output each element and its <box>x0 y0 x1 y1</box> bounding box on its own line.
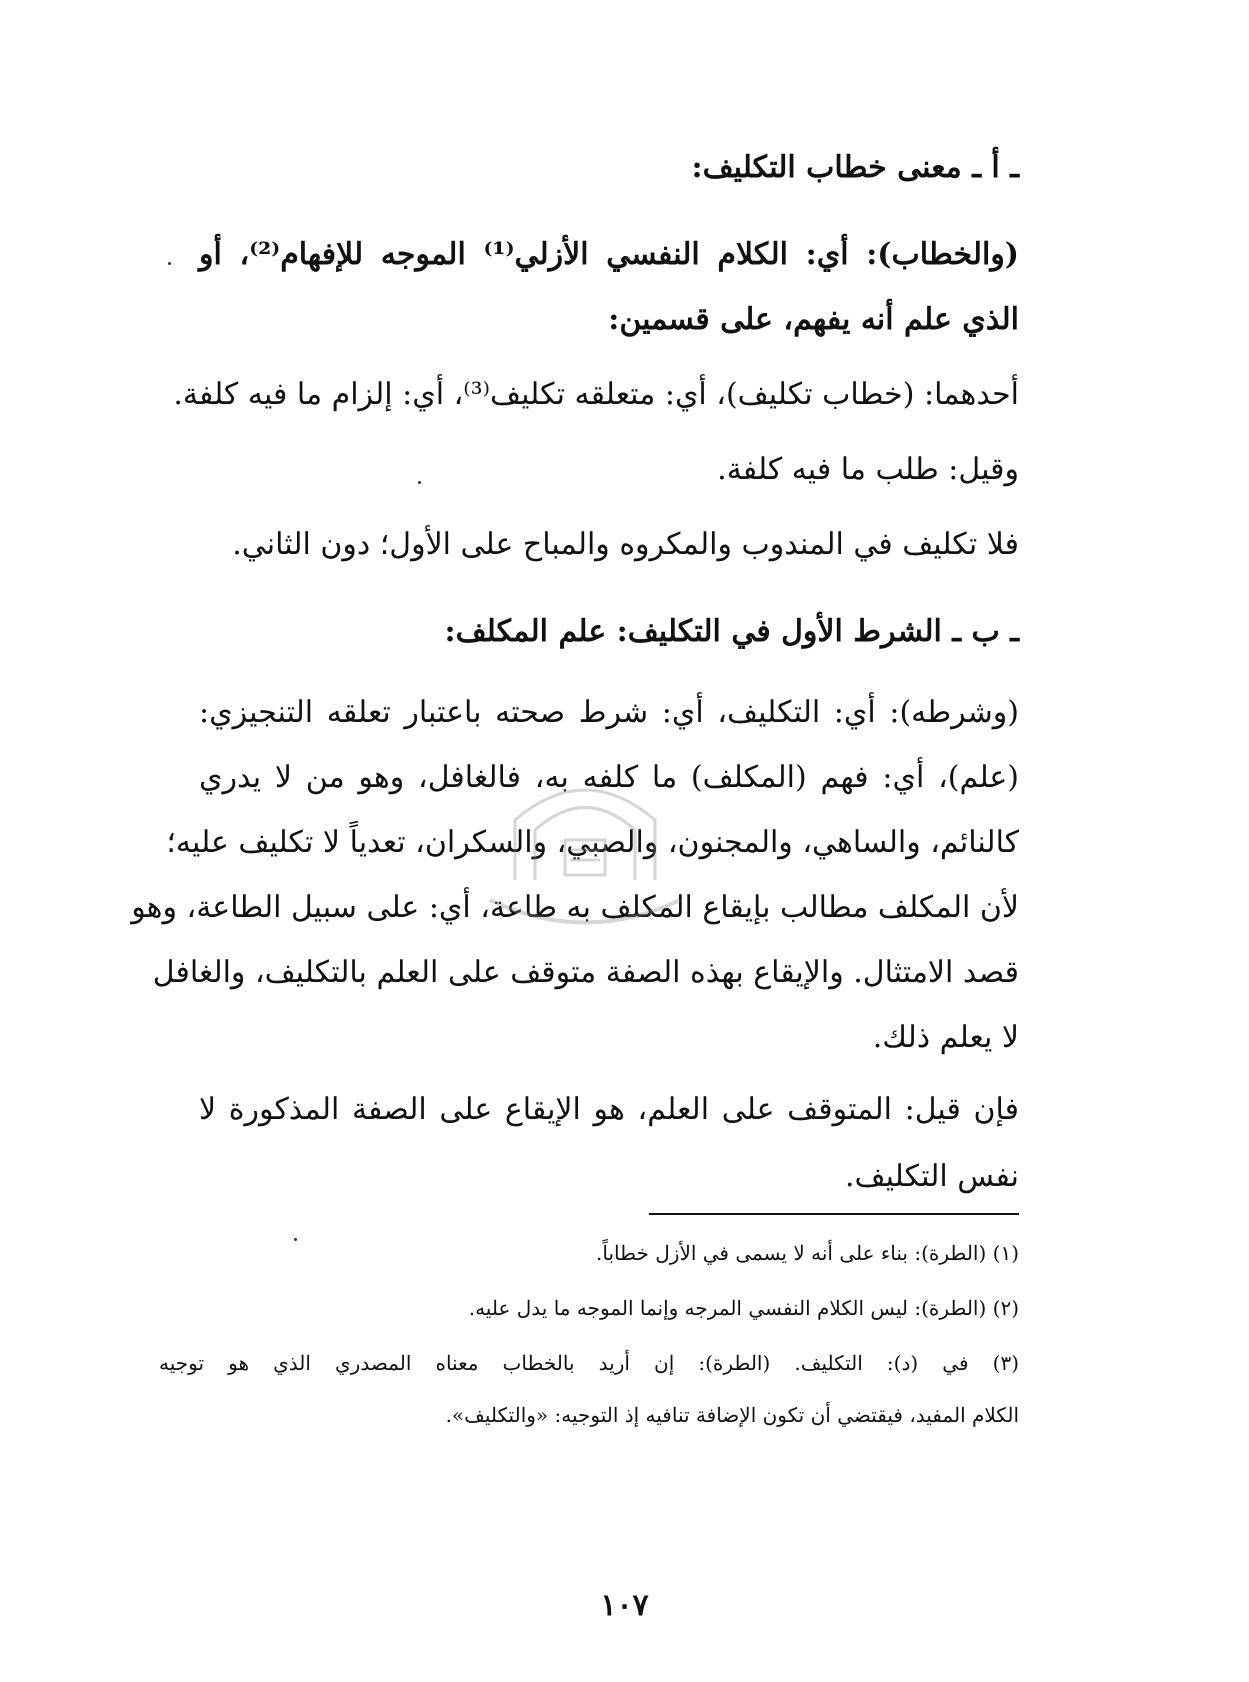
paragraph-1-line-1: (والخطاب): أي: الكلام النفسي الأزلي⁽¹⁾ الموجه للإفهام⁽²⁾، أو <box>199 237 1020 272</box>
paragraph-1-line-2: الذي علم أنه يفهم، على قسمين: <box>608 302 1019 337</box>
paragraph-5-line-1: (وشرطه): أي: التكليف، أي: شرط صحته باعتبار تعلقه التنجيزي: <box>199 695 1019 730</box>
paragraph-6-line-1: فإن قيل: المتوقف على العلم، هو الإيقاع على الصفة المذكورة لا <box>199 1092 1019 1127</box>
paragraph-4: فلا تكليف في المندوب والمكروه والمباح على الأول؛ دون الثاني. <box>232 527 1019 562</box>
paragraph-2: أحدهما: (خطاب تكليف)، أي: متعلقه تكليف⁽³⁾، أي: إلزام ما فيه كلفة. <box>173 377 1019 412</box>
footnote-3-line-2: الكلام المفيد، فيقتضي أن تكون الإضافة تنافيه إذ التوجيه: «والتكليف». <box>445 1403 1019 1427</box>
paragraph-6-line-2: نفس التكليف. <box>845 1159 1019 1194</box>
section-heading-b: ـ ب ـ الشرط الأول في التكليف: علم المكلف: <box>444 614 1019 649</box>
scan-speck <box>168 262 171 265</box>
scan-speck <box>294 1238 297 1241</box>
paragraph-5-line-5: قصد الامتثال. والإيقاع بهذه الصفة متوقف على العلم بالتكليف، والغافل <box>152 955 1019 990</box>
paragraph-5-line-6: لا يعلم ذلك. <box>872 1020 1019 1055</box>
scan-speck <box>418 481 421 484</box>
paragraph-5-line-2: (علم)، أي: فهم (المكلف) ما كلفه به، فالغافل، وهو من لا يدري <box>199 760 1019 795</box>
footnote-2: (٢) (الطرة): ليس الكلام النفسي المرجه وإنما الموجه ما يدل عليه. <box>468 1296 1019 1320</box>
paragraph-5-line-3: كالنائم، والساهي، والمجنون، والصبي، والسكران، تعدياً لا تكليف عليه؛ <box>166 825 1019 860</box>
section-heading-a: ـ أ ـ معنى خطاب التكليف: <box>691 150 1019 185</box>
footnote-1: (١) (الطرة): بناء على أنه لا يسمى في الأزل خطاباً. <box>596 1241 1019 1265</box>
watermark-seal-icon <box>470 760 700 960</box>
footnote-3-line-1: (٣) في (د): التكليف. (الطرة): إن أريد بالخطاب معناه المصدري الذي هو توجيه <box>159 1351 1019 1375</box>
paragraph-5-line-4: لأن المكلف مطالب بإيقاع المكلف به طاعة، أي: على سبيل الطاعة، وهو <box>131 890 1019 925</box>
page-number: ١٠٧ <box>600 1588 649 1623</box>
paragraph-3: وقيل: طلب ما فيه كلفة. <box>717 452 1019 487</box>
footnote-separator <box>649 1213 1019 1215</box>
